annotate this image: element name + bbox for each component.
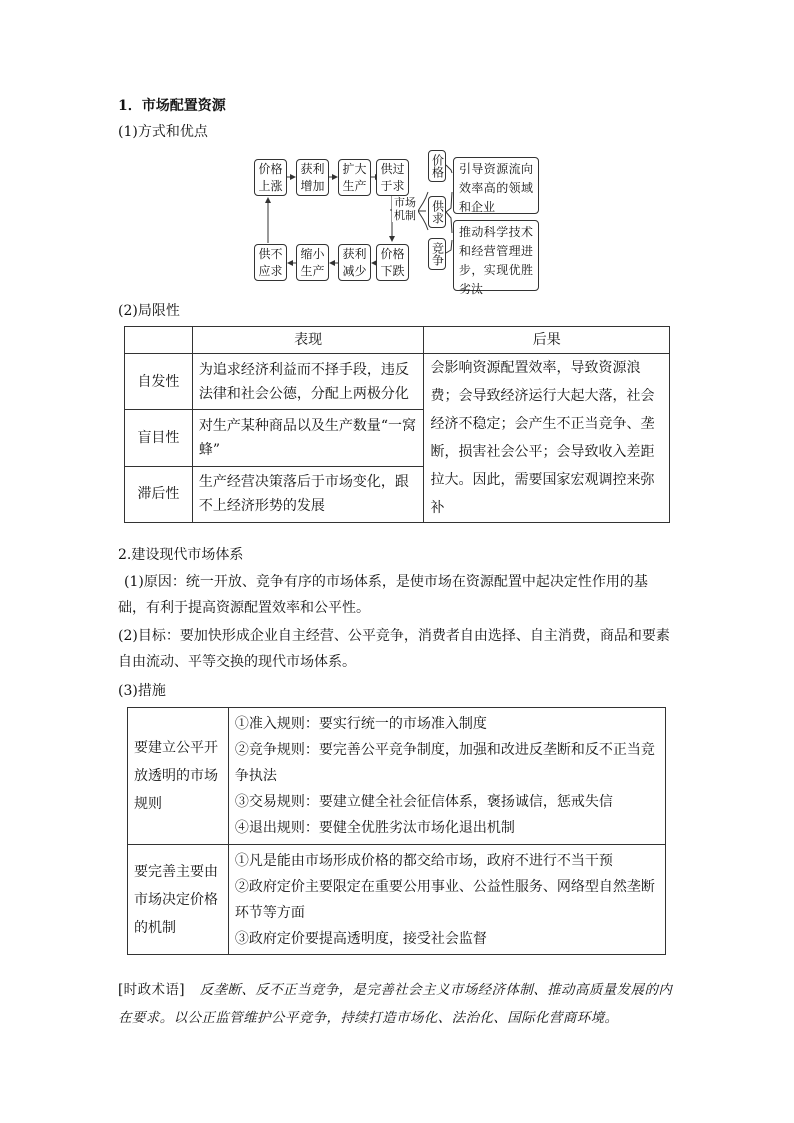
- goal-paragraph: (2)目标：要加快形成企业自主经营、公平竞争，消费者自由选择、自主消费，商品和要素自由流动、平等交换的现代市场体系。: [118, 628, 670, 670]
- box-supply-short: 供不应求: [254, 244, 287, 281]
- table1-header-consequence: 后果: [424, 327, 670, 354]
- reason-paragraph: (1)原因：统一开放、竞争有序的市场体系，是使市场在资源配置中起决定性作用的基础，有利于提高资源配置效率和公平性。: [118, 574, 648, 616]
- label-market-mechanism: 市场机制: [394, 196, 416, 222]
- table2-item: ③交易规则：要建立健全社会征信体系，褒扬诚信，惩戒失信: [234, 794, 613, 810]
- box-profit-down: 获利减少: [338, 244, 371, 281]
- table2-item: ①凡是能由市场形成价格的都交给市场，政府不进行不当干预: [234, 852, 613, 869]
- table1-row-desc: 对生产某种商品以及生产数量“一窝蜂”: [192, 410, 424, 466]
- limitations-table: [124, 326, 670, 523]
- table2-row-name: 要完善主要由市场决定价格的机制: [128, 845, 229, 955]
- policy-term-text: 反垄断、反不正当竞争，是完善社会主义市场经济体制、推动高质量发展的内在要求。以公正监管维护公平竞争，持续打造市场化、法治化、国际化营商环境。: [118, 982, 673, 1026]
- subheading-measures: (3)措施: [118, 683, 166, 699]
- table2-item: ②政府定价主要限定在重要公用事业、公益性服务、网络型自然垄断环节等方面: [234, 878, 655, 921]
- table2-row-items: [228, 708, 665, 845]
- box-expand-production: 扩大生产: [338, 159, 371, 196]
- policy-term-label: [时政术语]: [118, 982, 185, 998]
- table2-row-name: 要建立公平开放透明的市场规则: [128, 708, 229, 845]
- box-price-down: 价格下跌: [376, 244, 409, 281]
- measures-table: [127, 707, 666, 955]
- table1-consequence: 会影响资源配置效率，导致资源浪费；会导致经济运行大起大落，社会经济不稳定；会产生不正当竞争、垄断，损害社会公平；会导致收入差距拉大。因此，需要国家宏观调控来弥补: [424, 354, 670, 523]
- table2-item: ③政府定价要提高透明度，接受社会监督: [234, 930, 487, 947]
- box-shrink-production: 缩小生产: [296, 244, 329, 281]
- table1-row-name: 滞后性: [125, 466, 193, 522]
- box-profit-up: 获利增加: [296, 159, 329, 196]
- box-result-tech-progress: 推动科学技术和经营管理进步，实现优胜劣汰: [453, 220, 539, 291]
- table1-row-desc: 为追求经济利益而不择手段，违反法律和社会公德，分配上两极分化: [192, 354, 424, 410]
- table1-header-manifestation: 表现: [192, 327, 424, 354]
- policy-term-block: [118, 976, 678, 1032]
- table2-row-items: [228, 845, 665, 955]
- table2-item: ②竞争规则：要完善公平竞争制度，加强和改进反垄断和反不正当竞争执法: [234, 742, 655, 784]
- table2-item: ④退出规则：要健全优胜劣汰市场化退出机制: [234, 820, 515, 836]
- table2-item: ①准入规则：要实行统一的市场准入制度: [234, 716, 487, 732]
- heading-market-allocation: 1．市场配置资源: [118, 98, 226, 114]
- box-factor-price: 价格: [428, 150, 446, 182]
- subheading-methods: (1)方式和优点: [118, 124, 208, 140]
- box-result-resource-flow: 引导资源流向效率高的领域和企业: [453, 157, 539, 214]
- table1-row-desc: 生产经营决策落后于市场变化，跟不上经济形势的发展: [192, 466, 424, 522]
- table1-row-name: 盲目性: [125, 410, 193, 466]
- table1-header-blank: [125, 327, 193, 354]
- box-price-up: 价格上涨: [254, 159, 287, 196]
- box-supply-exceeds-demand: 供过于求: [376, 159, 409, 196]
- box-factor-competition: 竞争: [428, 238, 446, 270]
- table1-row-name: 自发性: [125, 354, 193, 410]
- box-factor-supply-demand: 供求: [428, 196, 446, 228]
- heading-modern-market-system: 2.建设现代市场体系: [118, 547, 244, 563]
- subheading-limitations: (2)局限性: [118, 303, 180, 319]
